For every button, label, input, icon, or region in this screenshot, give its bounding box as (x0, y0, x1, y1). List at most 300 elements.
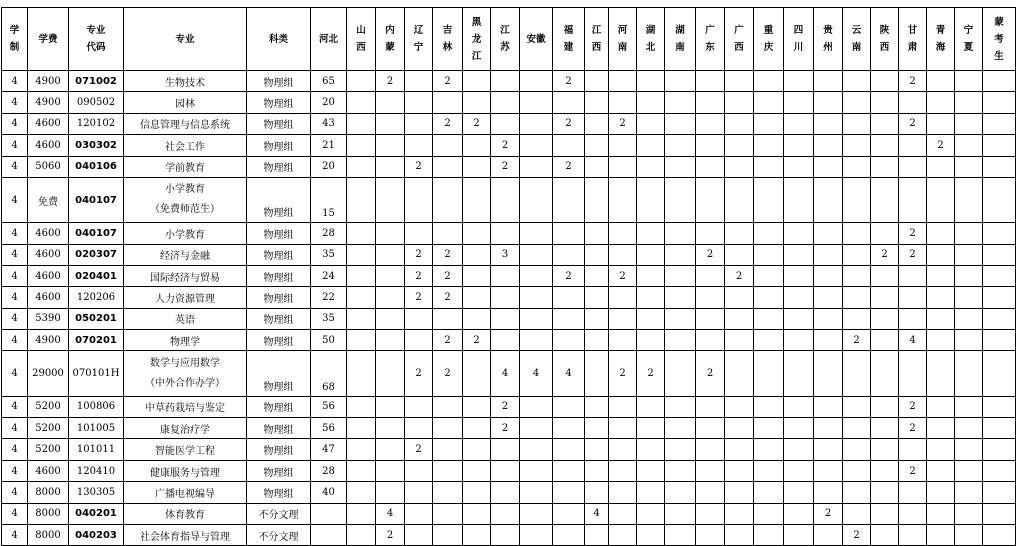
cell-quota (843, 177, 871, 222)
cell-quota: 2 (405, 439, 433, 460)
cell-quota (520, 308, 553, 329)
cell-quota (983, 71, 1016, 92)
cell-quota (696, 482, 725, 503)
cell-quota: 2 (405, 265, 433, 286)
cell-quota (376, 244, 405, 265)
cell-quota (405, 460, 433, 481)
cell-quota (347, 177, 376, 222)
table-row (2, 308, 1016, 329)
cell-quota (463, 418, 491, 439)
cell-quota (347, 460, 376, 481)
cell-quota (955, 503, 983, 524)
cell-quota (696, 71, 725, 92)
cell-quota (347, 244, 376, 265)
major-note: （免费师范生） (150, 204, 220, 216)
cell-quota: 15 (311, 177, 347, 222)
cell-quota (520, 265, 553, 286)
col-header-shanxi: 山 西 (347, 8, 376, 71)
cell-quota (955, 177, 983, 222)
cell-quota (784, 482, 814, 503)
cell-major: 康复治疗学 (124, 418, 247, 439)
cell-quota: 2 (405, 351, 433, 396)
cell-quota (665, 308, 696, 329)
cell-major-code: 120410 (69, 460, 124, 481)
cell-quota: 2 (871, 244, 899, 265)
table-row (2, 460, 1016, 481)
cell-quota (665, 71, 696, 92)
cell-quota (784, 396, 814, 417)
cell-quota (637, 265, 665, 286)
cell-quota (665, 351, 696, 396)
cell-quota (784, 460, 814, 481)
cell-major: 广播电视编导 (124, 482, 247, 503)
cell-quota (665, 482, 696, 503)
cell-quota: 2 (405, 244, 433, 265)
cell-quota (696, 503, 725, 524)
cell-quota (405, 396, 433, 417)
cell-quota (491, 525, 520, 546)
cell-quota (983, 92, 1016, 113)
cell-quota (520, 396, 553, 417)
cell-quota (665, 92, 696, 113)
cell-quota (347, 135, 376, 156)
cell-quota (814, 525, 843, 546)
cell-quota (725, 223, 754, 244)
cell-quota (754, 156, 784, 177)
cell-quota (871, 330, 899, 351)
cell-quota (347, 418, 376, 439)
cell-quota (955, 156, 983, 177)
cell-quota (347, 71, 376, 92)
cell-quota (376, 113, 405, 134)
cell-quota (463, 135, 491, 156)
cell-quota (376, 308, 405, 329)
col-header-anhui: 安徽 (520, 8, 553, 71)
cell-quota (843, 113, 871, 134)
cell-quota (433, 418, 463, 439)
cell-quota (784, 330, 814, 351)
cell-quota (637, 330, 665, 351)
cell-quota (609, 71, 637, 92)
cell-quota (696, 156, 725, 177)
cell-quota (814, 135, 843, 156)
cell-quota: 2 (637, 351, 665, 396)
cell-quota (784, 92, 814, 113)
cell-quota (553, 418, 585, 439)
col-header-jiangxi: 江 西 (585, 8, 609, 71)
cell-quota (553, 177, 585, 222)
cell-quota (585, 482, 609, 503)
cell-quota (927, 156, 955, 177)
cell-quota: 2 (433, 351, 463, 396)
cell-quota (983, 287, 1016, 308)
cell-quota: 40 (311, 482, 347, 503)
cell-quota (696, 177, 725, 222)
cell-quota (347, 308, 376, 329)
cell-quota (491, 330, 520, 351)
cell-quota (927, 92, 955, 113)
cell-quota (696, 135, 725, 156)
cell-quota (463, 439, 491, 460)
cell-quota (696, 113, 725, 134)
cell-quota (520, 525, 553, 546)
col-header-jilin: 吉 林 (433, 8, 463, 71)
cell-quota (814, 287, 843, 308)
cell-quota: 2 (405, 156, 433, 177)
cell-quota: 4 (520, 351, 553, 396)
cell-quota (843, 156, 871, 177)
cell-quota (491, 177, 520, 222)
col-header-chongqing: 重 庆 (754, 8, 784, 71)
cell-quota (553, 503, 585, 524)
cell-duration: 4 (2, 418, 28, 439)
cell-tuition: 4600 (28, 223, 69, 244)
cell-quota (871, 396, 899, 417)
cell-tuition: 8000 (28, 482, 69, 503)
col-header-yunnan: 云 南 (843, 8, 871, 71)
cell-major-code: 020401 (69, 265, 124, 286)
cell-quota (609, 503, 637, 524)
cell-quota (955, 223, 983, 244)
cell-major: 学前教育 (124, 156, 247, 177)
cell-quota (491, 308, 520, 329)
cell-quota (754, 223, 784, 244)
cell-quota (585, 71, 609, 92)
cell-quota: 35 (311, 308, 347, 329)
cell-quota (491, 223, 520, 244)
cell-quota (843, 71, 871, 92)
cell-tuition: 4600 (28, 244, 69, 265)
cell-quota (491, 460, 520, 481)
cell-quota (405, 482, 433, 503)
cell-quota (814, 265, 843, 286)
cell-quota: 2 (899, 71, 927, 92)
cell-quota (520, 287, 553, 308)
cell-quota (665, 418, 696, 439)
cell-duration: 4 (2, 135, 28, 156)
table-row (2, 71, 1016, 92)
cell-quota (871, 113, 899, 134)
cell-quota (585, 244, 609, 265)
cell-major-code: 030302 (69, 135, 124, 156)
cell-quota (784, 525, 814, 546)
cell-quota: 2 (553, 156, 585, 177)
cell-quota (843, 265, 871, 286)
cell-subject-group: 物理组 (247, 460, 311, 481)
cell-quota (754, 308, 784, 329)
cell-quota (871, 460, 899, 481)
cell-quota (585, 113, 609, 134)
cell-quota (553, 482, 585, 503)
cell-quota (955, 287, 983, 308)
cell-quota (696, 92, 725, 113)
col-header-hubei: 湖 北 (637, 8, 665, 71)
cell-major: 国际经济与贸易 (124, 265, 247, 286)
cell-quota: 2 (463, 113, 491, 134)
cell-quota: 2 (814, 503, 843, 524)
cell-tuition: 4600 (28, 287, 69, 308)
cell-quota: 2 (491, 396, 520, 417)
cell-quota (347, 396, 376, 417)
cell-quota (585, 223, 609, 244)
cell-major-code: 071002 (69, 71, 124, 92)
cell-quota (955, 265, 983, 286)
cell-quota (843, 287, 871, 308)
cell-quota: 2 (433, 265, 463, 286)
cell-quota (843, 308, 871, 329)
cell-quota (754, 177, 784, 222)
cell-quota (754, 503, 784, 524)
cell-quota (784, 71, 814, 92)
cell-tuition: 5200 (28, 439, 69, 460)
cell-quota (814, 71, 843, 92)
cell-quota (955, 351, 983, 396)
cell-quota (725, 308, 754, 329)
cell-quota (637, 244, 665, 265)
cell-quota (784, 439, 814, 460)
table-body (2, 71, 1016, 546)
cell-quota (899, 156, 927, 177)
cell-quota (405, 525, 433, 546)
cell-duration: 4 (2, 287, 28, 308)
col-header-gansu: 甘 肃 (899, 8, 927, 71)
cell-quota (696, 460, 725, 481)
table-row (2, 351, 1016, 396)
table-row (2, 156, 1016, 177)
cell-subject-group: 物理组 (247, 135, 311, 156)
cell-quota (491, 71, 520, 92)
cell-quota (754, 418, 784, 439)
cell-subject-group: 物理组 (247, 177, 311, 222)
cell-quota (585, 330, 609, 351)
cell-major-code: 050201 (69, 308, 124, 329)
cell-quota (899, 265, 927, 286)
cell-quota (520, 503, 553, 524)
cell-quota (955, 113, 983, 134)
cell-quota (376, 135, 405, 156)
cell-quota (927, 439, 955, 460)
cell-quota (983, 351, 1016, 396)
cell-quota (637, 177, 665, 222)
cell-duration: 4 (2, 503, 28, 524)
cell-subject-group: 物理组 (247, 308, 311, 329)
cell-quota (491, 113, 520, 134)
col-header-tuition: 学费 (28, 8, 69, 71)
col-header-guangxi: 广 西 (725, 8, 754, 71)
cell-quota (433, 460, 463, 481)
cell-quota (665, 113, 696, 134)
cell-major-code: 120206 (69, 287, 124, 308)
cell-quota (463, 396, 491, 417)
cell-quota (927, 287, 955, 308)
cell-quota (665, 330, 696, 351)
cell-quota (754, 135, 784, 156)
cell-quota (405, 177, 433, 222)
col-header-guizhou: 贵 州 (814, 8, 843, 71)
cell-quota (725, 330, 754, 351)
cell-quota (784, 223, 814, 244)
cell-subject-group: 物理组 (247, 244, 311, 265)
cell-major: 生物技术 (124, 71, 247, 92)
cell-quota (463, 525, 491, 546)
cell-quota (983, 156, 1016, 177)
cell-quota (585, 177, 609, 222)
cell-duration: 4 (2, 244, 28, 265)
cell-quota (520, 92, 553, 113)
cell-quota (725, 135, 754, 156)
cell-quota (553, 287, 585, 308)
cell-quota (520, 460, 553, 481)
cell-quota (871, 287, 899, 308)
cell-subject-group: 物理组 (247, 223, 311, 244)
cell-quota: 2 (899, 113, 927, 134)
cell-quota (843, 439, 871, 460)
cell-quota (433, 396, 463, 417)
cell-subject-group: 物理组 (247, 113, 311, 134)
cell-duration: 4 (2, 223, 28, 244)
major-note: （中外合作办学） (145, 377, 225, 389)
cell-quota: 2 (433, 71, 463, 92)
cell-quota (609, 244, 637, 265)
cell-quota: 2 (463, 330, 491, 351)
cell-quota (983, 308, 1016, 329)
cell-duration: 4 (2, 330, 28, 351)
cell-quota (347, 113, 376, 134)
cell-quota (347, 351, 376, 396)
cell-quota (609, 460, 637, 481)
cell-quota (696, 223, 725, 244)
cell-quota (983, 418, 1016, 439)
cell-quota (983, 482, 1016, 503)
cell-major: 物理学 (124, 330, 247, 351)
cell-quota (405, 92, 433, 113)
cell-quota (585, 396, 609, 417)
cell-quota (696, 396, 725, 417)
cell-quota (955, 396, 983, 417)
cell-quota (347, 223, 376, 244)
cell-major: 小学教育 (124, 223, 247, 244)
cell-quota: 2 (553, 71, 585, 92)
cell-quota (754, 113, 784, 134)
cell-quota (725, 482, 754, 503)
cell-quota (725, 525, 754, 546)
cell-quota (553, 223, 585, 244)
cell-quota (433, 482, 463, 503)
cell-quota (725, 460, 754, 481)
cell-quota (784, 287, 814, 308)
cell-quota (491, 503, 520, 524)
cell-quota (376, 351, 405, 396)
cell-quota: 2 (696, 244, 725, 265)
cell-quota (433, 439, 463, 460)
cell-quota (927, 503, 955, 524)
table-row (2, 223, 1016, 244)
cell-quota: 4 (491, 351, 520, 396)
cell-quota: 28 (311, 223, 347, 244)
table-row (2, 525, 1016, 546)
cell-quota (696, 418, 725, 439)
cell-duration: 4 (2, 460, 28, 481)
cell-quota (814, 223, 843, 244)
table-row (2, 330, 1016, 351)
cell-major: 中草药栽培与鉴定 (124, 396, 247, 417)
cell-quota (609, 418, 637, 439)
col-header-sichuan: 四 川 (784, 8, 814, 71)
cell-quota (696, 308, 725, 329)
cell-quota (637, 92, 665, 113)
cell-major-code: 040201 (69, 503, 124, 524)
cell-quota (491, 287, 520, 308)
cell-quota (637, 396, 665, 417)
cell-quota (754, 460, 784, 481)
cell-quota (347, 92, 376, 113)
cell-major-code: 040107 (69, 177, 124, 222)
cell-quota (609, 92, 637, 113)
cell-quota: 2 (491, 418, 520, 439)
cell-quota: 4 (553, 351, 585, 396)
cell-quota (955, 525, 983, 546)
cell-quota: 2 (899, 396, 927, 417)
cell-quota: 4 (899, 330, 927, 351)
cell-quota: 56 (311, 396, 347, 417)
cell-quota (433, 503, 463, 524)
cell-quota (609, 439, 637, 460)
table-row (2, 177, 1016, 222)
cell-quota (520, 482, 553, 503)
cell-quota (955, 135, 983, 156)
cell-quota (665, 244, 696, 265)
cell-quota (927, 330, 955, 351)
cell-quota (843, 351, 871, 396)
col-header-fujian: 福 建 (553, 8, 585, 71)
table-row (2, 287, 1016, 308)
cell-quota (927, 244, 955, 265)
cell-quota (520, 330, 553, 351)
cell-quota (637, 525, 665, 546)
cell-quota (665, 525, 696, 546)
cell-quota (754, 71, 784, 92)
cell-quota: 20 (311, 92, 347, 113)
cell-quota (665, 503, 696, 524)
table-row (2, 482, 1016, 503)
cell-duration: 4 (2, 308, 28, 329)
cell-quota (665, 265, 696, 286)
cell-quota (376, 330, 405, 351)
col-header-subject-group: 科类 (247, 8, 311, 71)
cell-quota (637, 135, 665, 156)
cell-duration: 4 (2, 71, 28, 92)
cell-quota (927, 71, 955, 92)
col-header-duration: 学 制 (2, 8, 28, 71)
cell-quota (463, 287, 491, 308)
cell-quota (609, 330, 637, 351)
cell-quota (665, 223, 696, 244)
cell-quota (955, 418, 983, 439)
cell-quota (696, 439, 725, 460)
cell-quota (405, 330, 433, 351)
cell-quota (433, 156, 463, 177)
cell-quota (983, 439, 1016, 460)
cell-quota (405, 223, 433, 244)
cell-tuition: 4900 (28, 92, 69, 113)
col-header-major: 专业 (124, 8, 247, 71)
cell-quota (463, 265, 491, 286)
cell-quota (696, 265, 725, 286)
cell-quota (665, 460, 696, 481)
cell-major: 信息管理与信息系统 (124, 113, 247, 134)
cell-quota (463, 460, 491, 481)
cell-quota (843, 396, 871, 417)
